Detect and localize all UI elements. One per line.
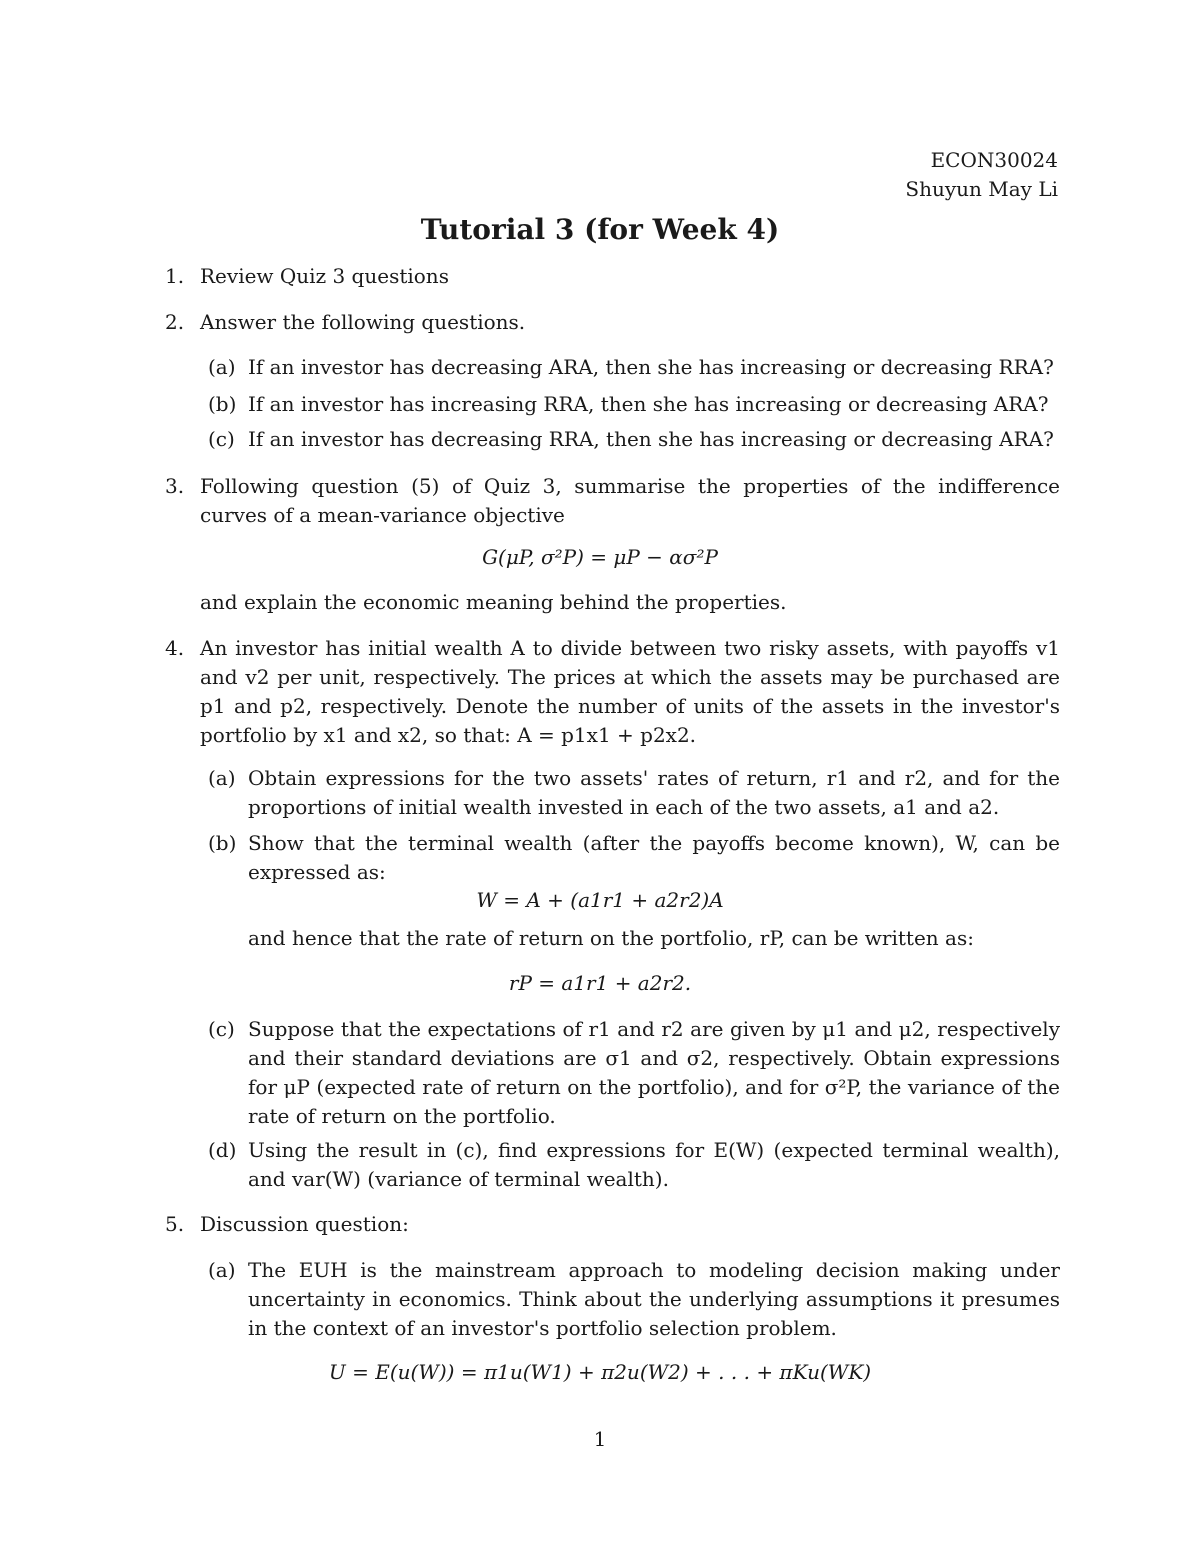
question-4c xyxy=(208,1015,1060,1131)
part-text: If an investor has decreasing RRA, then she has increasing or decreasing ARA? xyxy=(248,427,1054,451)
question-4b xyxy=(208,829,1060,887)
portfolio-return-equation: rP = a1r1 + a2r2. xyxy=(508,971,692,995)
part-text: Show that the terminal wealth (after the payoffs become known), W, can be expressed as: xyxy=(248,831,1060,884)
part-label: (b) xyxy=(208,392,237,416)
question-text: An investor has initial wealth A to divide between two risky assets, with payoffs v1 and v2 per unit, respectively. The prices at which the assets may be purchased are p1 and p2, respectively. Denote the number of units of the assets in the investor's portfolio by x1 and x2, so that: A = p1x1 + p2x2. xyxy=(200,636,1060,747)
part-text: Obtain expressions for the two assets' rates of return, r1 and r2, and for the proportions of initial wealth invested in each of the two assets, a1 and a2. xyxy=(248,766,1060,819)
question-4b-continued xyxy=(208,924,1060,953)
part-text: If an investor has decreasing ARA, then she has increasing or decreasing RRA? xyxy=(248,355,1054,379)
question-1 xyxy=(165,262,1060,291)
question-number: 2. xyxy=(165,310,185,334)
terminal-wealth-equation: W = A + (a1r1 + a2r2)A xyxy=(476,888,724,912)
question-4 xyxy=(165,634,1060,750)
part-label: (c) xyxy=(208,1017,235,1041)
author-name: Shuyun May Li xyxy=(905,177,1058,201)
part-label: (c) xyxy=(208,427,235,451)
question-text: Discussion question: xyxy=(200,1212,409,1236)
expected-utility-equation: U = E(u(W)) = π1u(W1) + π2u(W2) + . . . + πKu(WK) xyxy=(328,1360,872,1384)
question-4d xyxy=(208,1136,1060,1194)
question-number: 1. xyxy=(165,264,185,288)
course-code: ECON30024 xyxy=(930,148,1058,172)
part-label: (a) xyxy=(208,766,236,790)
question-2b xyxy=(208,390,1060,419)
mean-variance-equation: G(μP, σ²P) = μP − ασ²P xyxy=(482,545,718,569)
question-4a xyxy=(208,764,1060,822)
part-label: (a) xyxy=(208,355,236,379)
part-text: Using the result in (c), find expressions for E(W) (expected terminal wealth), and var(W) (variance of terminal wealth). xyxy=(248,1138,1060,1191)
question-number: 3. xyxy=(165,474,185,498)
question-number: 4. xyxy=(165,636,185,660)
question-text: Answer the following questions. xyxy=(200,310,526,334)
question-2 xyxy=(165,308,1060,337)
part-text: The EUH is the mainstream approach to modeling decision making under uncertainty in economics. Think about the underlying assumptions it presumes in the context of an investor's portfolio selection problem. xyxy=(248,1258,1060,1340)
followup-text: and explain the economic meaning behind the properties. xyxy=(200,590,787,614)
page-number: 1 xyxy=(593,1427,607,1451)
part-text: If an investor has increasing RRA, then she has increasing or decreasing ARA? xyxy=(248,392,1049,416)
part-text: and hence that the rate of return on the portfolio, rP, can be written as: xyxy=(248,926,974,950)
question-text: Following question (5) of Quiz 3, summarise the properties of the indifference curves of a mean-variance objective xyxy=(200,474,1060,527)
header-block xyxy=(905,146,1058,204)
part-label: (a) xyxy=(208,1258,236,1282)
question-text: Review Quiz 3 questions xyxy=(200,264,449,288)
question-3 xyxy=(165,472,1060,530)
part-label: (d) xyxy=(208,1138,237,1162)
question-5a xyxy=(208,1256,1060,1343)
question-2a xyxy=(208,353,1060,382)
page-title: Tutorial 3 (for Week 4) xyxy=(420,213,780,246)
question-number: 5. xyxy=(165,1212,185,1236)
question-5 xyxy=(165,1210,1060,1239)
question-2c xyxy=(208,425,1060,454)
part-text: Suppose that the expectations of r1 and r2 are given by μ1 and μ2, respectively and their standard deviations are σ1 and σ2, respectively. Obtain expressions for μP (expected rate of return on the portfolio), and for σ²P, the variance of the rate of return on the portfolio. xyxy=(248,1017,1060,1128)
question-3-followup xyxy=(165,588,1060,617)
part-label: (b) xyxy=(208,831,237,855)
